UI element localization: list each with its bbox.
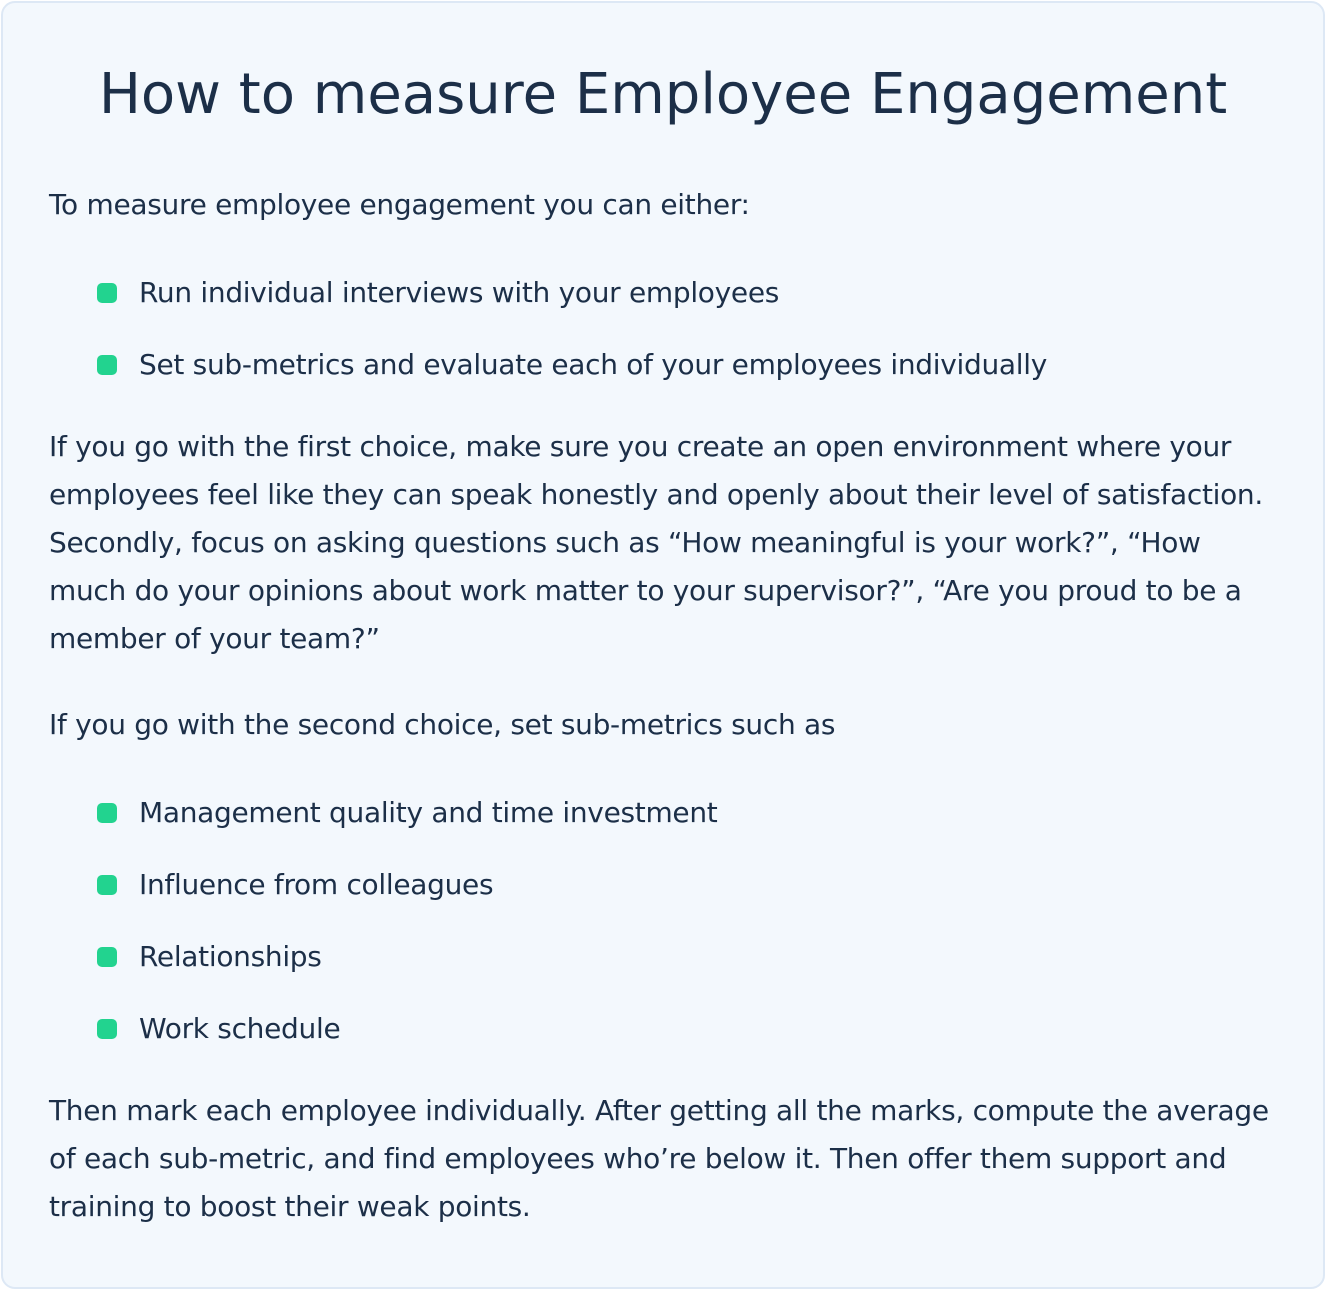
- list-item-text: Influence from colleagues: [139, 868, 494, 901]
- first-choice-paragraph: If you go with the first choice, make sure you create an open environment where your employees feel like they can speak honestly and openly about their level of satisfaction. Secondly, focus on asking questions such as “How meaningful is your work?”, “How much do your opinions about work matter to your supervisor?”, “Are you proud to be a member of your team?”: [49, 430, 1263, 655]
- list-item-text: Work schedule: [139, 1012, 341, 1045]
- bullet-icon: [97, 283, 117, 303]
- list-item-text: Relationships: [139, 940, 322, 973]
- bullet-icon: [97, 875, 117, 895]
- list-item-text: Management quality and time investment: [139, 796, 718, 829]
- list-item: [97, 933, 1277, 981]
- second-choice-paragraph: If you go with the second choice, set sub-metrics such as: [49, 708, 836, 741]
- closing-paragraph: Then mark each employee individually. After getting all the marks, compute the average of each sub-metric, and find employees who’re below it. Then offer them support and training to boost their weak points.: [49, 1094, 1269, 1223]
- article-title: How to measure Employee Engagement: [98, 62, 1228, 127]
- article-card: [1, 1, 1325, 1289]
- list-item: [97, 269, 1277, 317]
- list-item: [97, 341, 1277, 389]
- options-list: [49, 269, 1277, 389]
- bullet-icon: [97, 803, 117, 823]
- bullet-icon: [97, 947, 117, 967]
- list-item: [97, 861, 1277, 909]
- intro-paragraph: To measure employee engagement you can either:: [49, 188, 750, 221]
- list-item: [97, 1005, 1277, 1053]
- bullet-icon: [97, 355, 117, 375]
- sub-metrics-list: [49, 789, 1277, 1053]
- list-item-text: Set sub-metrics and evaluate each of your employees individually: [139, 348, 1047, 381]
- list-item: [97, 789, 1277, 837]
- list-item-text: Run individual interviews with your employees: [139, 276, 780, 309]
- bullet-icon: [97, 1019, 117, 1039]
